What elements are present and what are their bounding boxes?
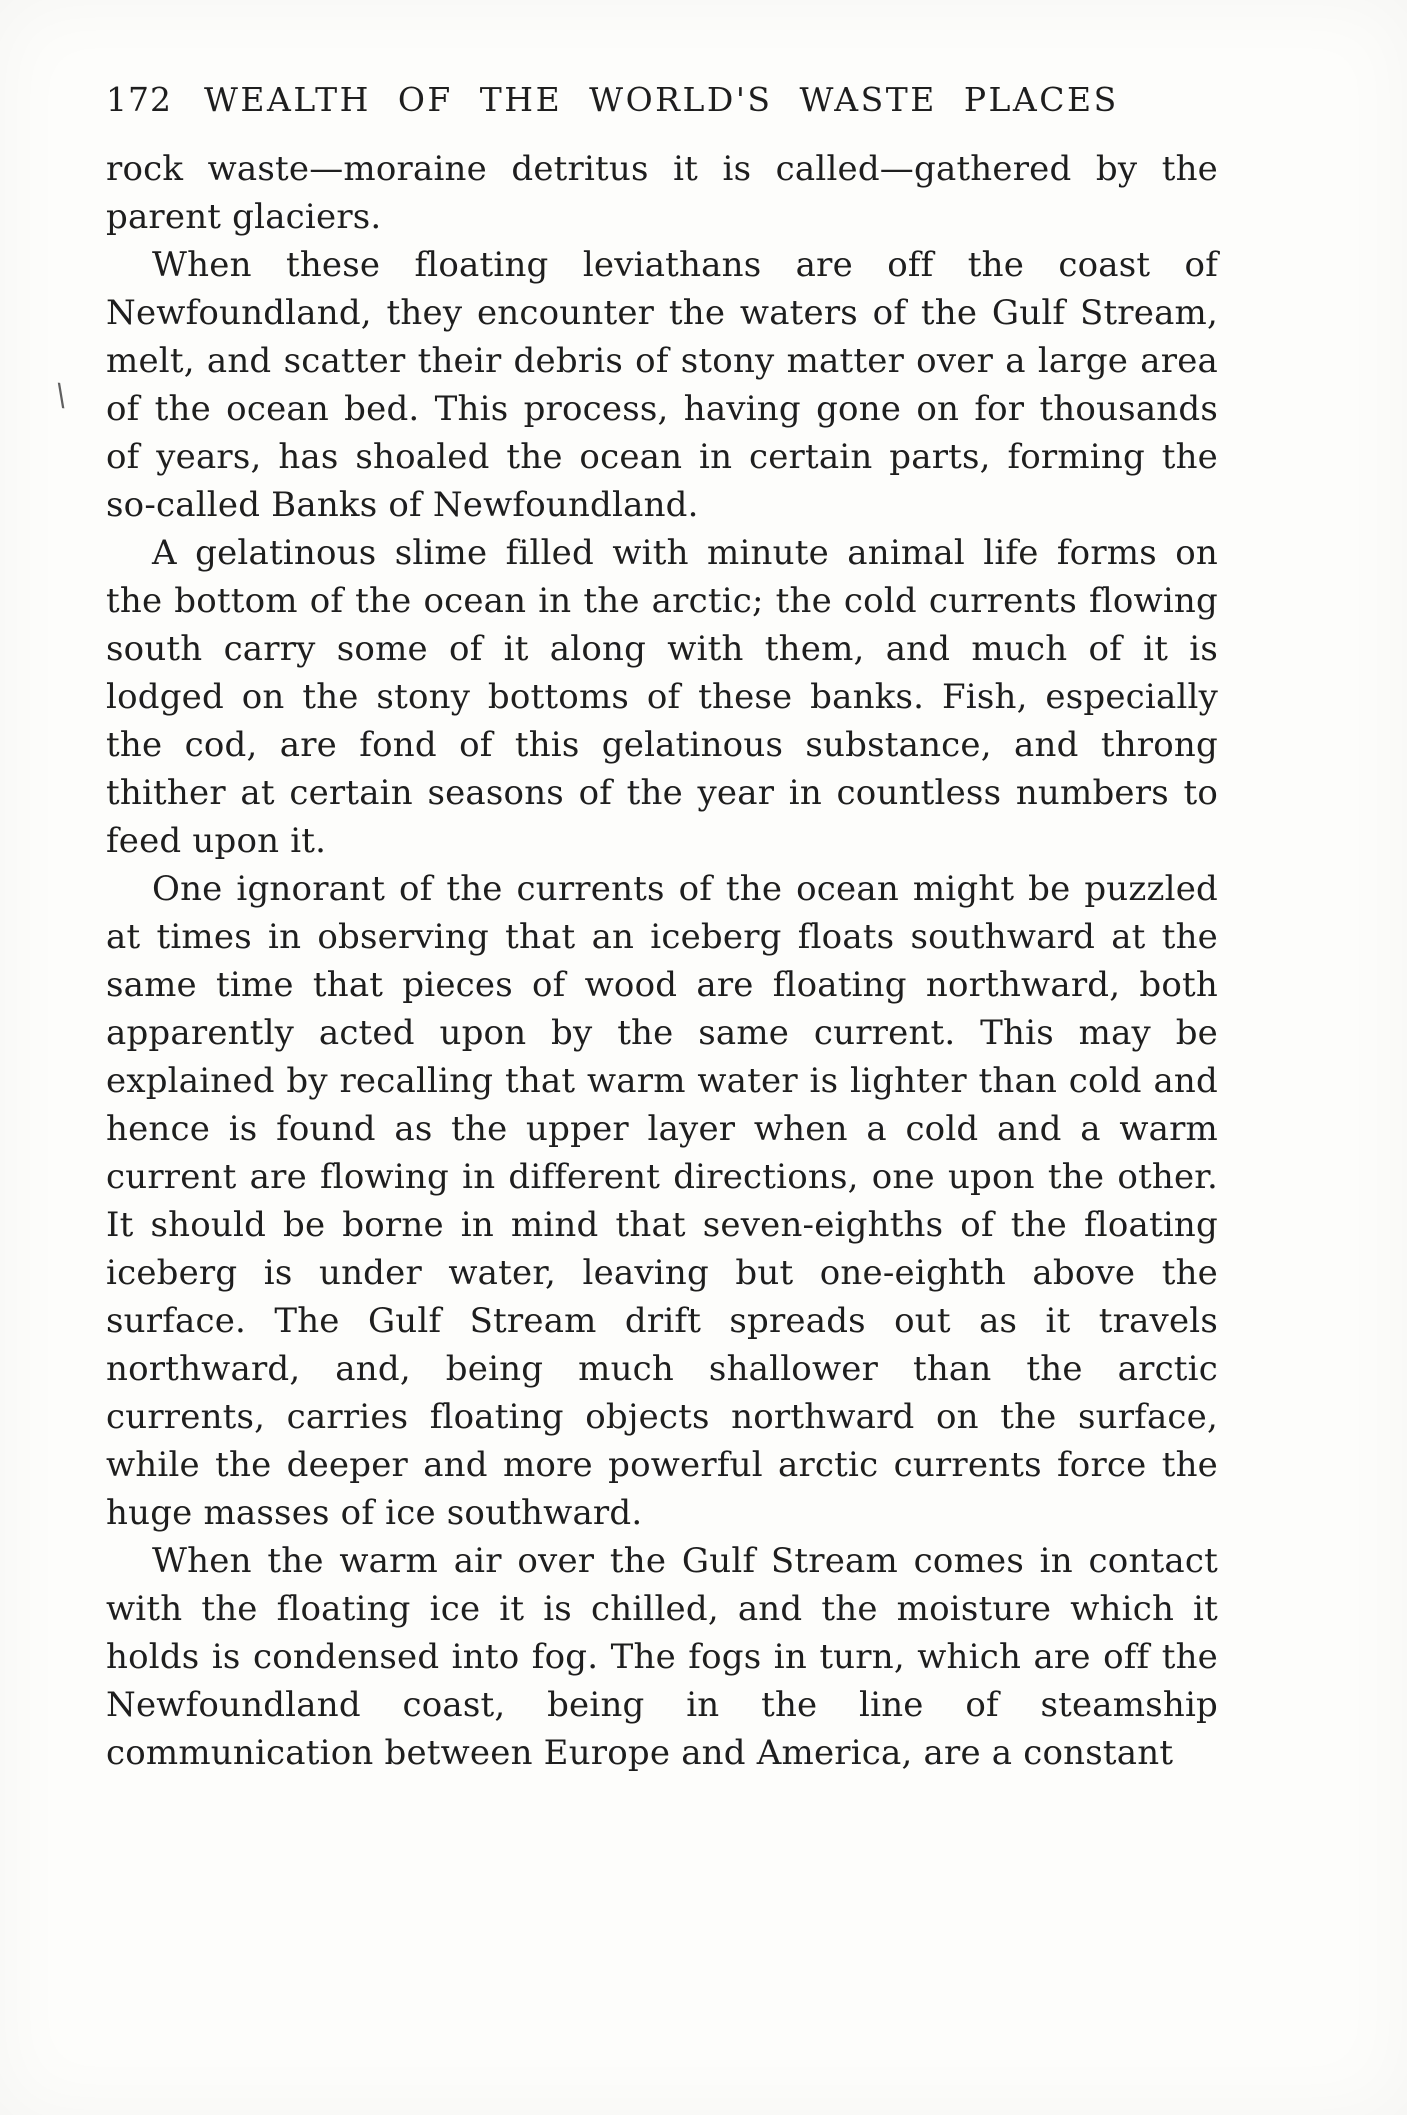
text-block: [106, 80, 1218, 1777]
page-number: 172: [106, 80, 172, 119]
paragraph: One ignorant of the currents of the ocean might be puzzled at times in observing that an iceberg floats southward at the same time that pieces of wood are floating northward, both apparently acted upon by the same current. This may be explained by recalling that warm water is lighter than cold and hence is found as the upper layer when a cold and a warm current are flowing in different directions, one upon the other. It should be borne in mind that seven-eighths of the floating iceberg is under water, leaving but one-eighth above the surface. The Gulf Stream drift spreads out as it travels northward, and, being much shallower than the arctic currents, carries floating objects northward on the surface, while the deeper and more powerful arctic currents force the huge masses of ice southward.: [106, 869, 1218, 1533]
body-text: [106, 145, 1218, 1777]
paragraph: rock waste—moraine detritus it is called—gathered by the parent glaciers.: [106, 149, 1218, 237]
paragraph: When these floating leviathans are off the coast of Newfoundland, they encounter the waters of the Gulf Stream, melt, and scatter their debris of stony matter over a large area of the ocean bed. This process, having gone on for thousands of years, has shoaled the ocean in certain parts, forming the so-called Banks of Newfoundland.: [106, 245, 1218, 525]
scan-artifact-mark: \: [53, 377, 69, 414]
running-head: [106, 80, 1218, 119]
paragraph: A gelatinous slime filled with minute animal life forms on the bottom of the ocean in the arctic; the cold currents flowing south carry some of it along with them, and much of it is lodged on the stony bottoms of these banks. Fish, especially the cod, are fond of this gelatinous substance, and throng thither at certain seasons of the year in countless numbers to feed upon it.: [106, 533, 1218, 861]
page-header-title: WEALTH OF THE WORLD'S WASTE PLACES: [204, 80, 1119, 119]
paragraph: When the warm air over the Gulf Stream comes in contact with the floating ice it is chilled, and the moisture which it holds is condensed into fog. The fogs in turn, which are off the Newfoundland coast, being in the line of steamship communication between Europe and America, are a constant: [106, 1541, 1218, 1773]
